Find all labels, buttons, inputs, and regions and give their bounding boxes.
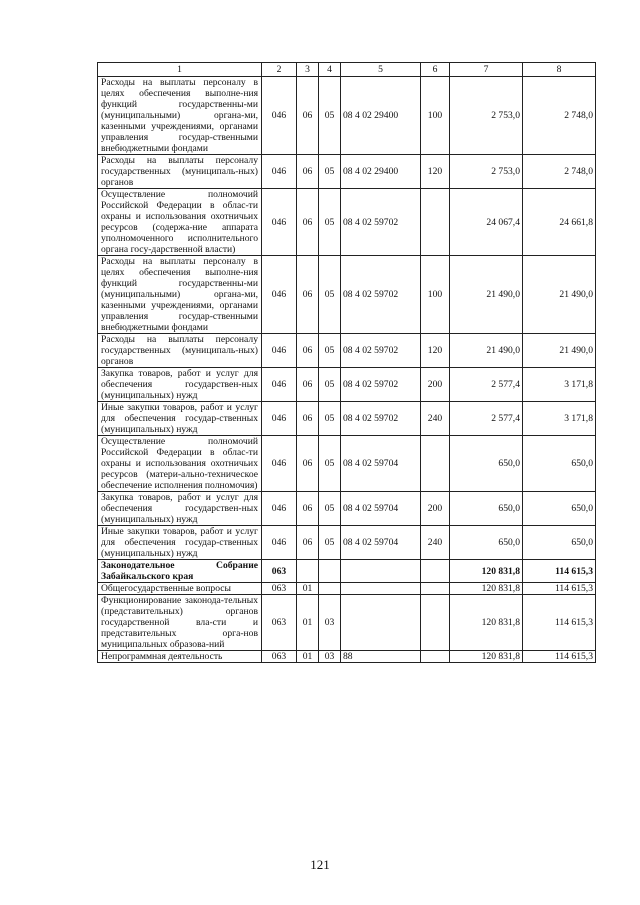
cell-amount-1: 2 577,4	[450, 368, 523, 402]
cell-target-article: 08 4 02 59702	[341, 189, 421, 256]
cell-name: Иные закупки товаров, работ и услуг для обеспечения государ-ственных (муниципальных) нужд	[98, 526, 262, 560]
cell-section: 06	[297, 492, 319, 526]
cell-expense-type	[421, 436, 450, 492]
cell-amount-2: 2 748,0	[523, 77, 596, 155]
cell-subsection: 05	[319, 189, 341, 256]
cell-section: 01	[297, 595, 319, 651]
table-row	[98, 189, 596, 256]
cell-expense-type: 120	[421, 334, 450, 368]
cell-subsection: 05	[319, 526, 341, 560]
cell-amount-1: 21 490,0	[450, 334, 523, 368]
cell-admin-code: 046	[262, 256, 297, 334]
cell-section: 06	[297, 256, 319, 334]
cell-amount-1: 120 831,8	[450, 560, 523, 583]
cell-amount-2: 650,0	[523, 492, 596, 526]
cell-target-article: 08 4 02 59702	[341, 256, 421, 334]
cell-target-article	[341, 583, 421, 595]
cell-amount-1: 2 753,0	[450, 77, 523, 155]
column-header: 7	[450, 63, 523, 77]
cell-name: Закупка товаров, работ и услуг для обеспечения государствен-ных (муниципальных) нужд	[98, 368, 262, 402]
cell-section: 06	[297, 526, 319, 560]
cell-amount-2: 650,0	[523, 526, 596, 560]
column-header: 3	[297, 63, 319, 77]
cell-subsection: 05	[319, 492, 341, 526]
cell-name: Расходы на выплаты персоналу в целях обеспечения выполне-ния функций государственны-ми (муниципальными) органа-ми, казенными учреждениями, органами управления государ-ственными внебюджетными фондами	[98, 77, 262, 155]
cell-amount-2: 114 615,3	[523, 560, 596, 583]
cell-target-article	[341, 560, 421, 583]
cell-subsection: 05	[319, 77, 341, 155]
cell-expense-type	[421, 560, 450, 583]
cell-section: 06	[297, 189, 319, 256]
column-header: 4	[319, 63, 341, 77]
cell-section: 01	[297, 651, 319, 663]
cell-name: Расходы на выплаты персоналу в целях обеспечения выполне-ния функций государственны-ми (муниципальными) органа-ми, казенными учреждениями, органами управления государ-ственными внебюджетными фондами	[98, 256, 262, 334]
cell-section: 06	[297, 77, 319, 155]
cell-name: Расходы на выплаты персоналу государственных (муниципаль-ных) органов	[98, 155, 262, 189]
cell-amount-2: 114 615,3	[523, 595, 596, 651]
cell-section: 06	[297, 155, 319, 189]
cell-subsection: 05	[319, 155, 341, 189]
cell-expense-type: 240	[421, 526, 450, 560]
table-row	[98, 368, 596, 402]
cell-admin-code: 063	[262, 583, 297, 595]
cell-name: Осуществление полномочий Российской Федерации в облас-ти охраны и использования охотничьих ресурсов (матери-ально-техническое обеспечение исполнения полномочия)	[98, 436, 262, 492]
cell-amount-2: 3 171,8	[523, 402, 596, 436]
cell-expense-type: 200	[421, 492, 450, 526]
cell-target-article	[341, 595, 421, 651]
cell-expense-type: 120	[421, 155, 450, 189]
cell-subsection	[319, 583, 341, 595]
cell-amount-1: 120 831,8	[450, 583, 523, 595]
cell-expense-type	[421, 583, 450, 595]
table-row	[98, 77, 596, 155]
cell-name: Иные закупки товаров, работ и услуг для обеспечения государ-ственных (муниципальных) нужд	[98, 402, 262, 436]
cell-section	[297, 560, 319, 583]
cell-section: 06	[297, 402, 319, 436]
table-row	[98, 492, 596, 526]
table-row	[98, 402, 596, 436]
cell-expense-type: 240	[421, 402, 450, 436]
column-header: 6	[421, 63, 450, 77]
cell-amount-2: 21 490,0	[523, 256, 596, 334]
cell-admin-code: 046	[262, 155, 297, 189]
cell-admin-code: 063	[262, 560, 297, 583]
cell-target-article: 08 4 02 59702	[341, 368, 421, 402]
cell-subsection: 05	[319, 256, 341, 334]
table-row	[98, 526, 596, 560]
cell-target-article: 08 4 02 29400	[341, 155, 421, 189]
cell-amount-1: 650,0	[450, 436, 523, 492]
header-row	[98, 63, 596, 77]
cell-admin-code: 046	[262, 368, 297, 402]
cell-target-article: 08 4 02 59704	[341, 492, 421, 526]
cell-expense-type	[421, 651, 450, 663]
cell-admin-code: 063	[262, 651, 297, 663]
cell-expense-type	[421, 595, 450, 651]
cell-target-article: 08 4 02 59704	[341, 526, 421, 560]
cell-name: Функционирование законода-тельных (представительных) органов государственной вла-сти и представительных орга-нов муниципальных образова-ний	[98, 595, 262, 651]
cell-name: Закупка товаров, работ и услуг для обеспечения государствен-ных (муниципальных) нужд	[98, 492, 262, 526]
cell-amount-1: 120 831,8	[450, 651, 523, 663]
table-row	[98, 256, 596, 334]
cell-amount-2: 3 171,8	[523, 368, 596, 402]
cell-expense-type	[421, 189, 450, 256]
table-body	[98, 77, 596, 663]
cell-name: Непрограммная деятельность	[98, 651, 262, 663]
cell-subsection: 03	[319, 595, 341, 651]
cell-name: Общегосударственные вопросы	[98, 583, 262, 595]
table-row	[98, 155, 596, 189]
cell-amount-2: 114 615,3	[523, 651, 596, 663]
cell-amount-2: 114 615,3	[523, 583, 596, 595]
cell-subsection: 05	[319, 436, 341, 492]
cell-name: Осуществление полномочий Российской Федерации в облас-ти охраны и использования охотничьих ресурсов (содержа-ние аппарата уполномоченного исполнительного органа госу-дарственной власти)	[98, 189, 262, 256]
cell-amount-2: 24 661,8	[523, 189, 596, 256]
column-header: 1	[98, 63, 262, 77]
cell-target-article: 08 4 02 59704	[341, 436, 421, 492]
table-row	[98, 560, 596, 583]
cell-admin-code: 046	[262, 492, 297, 526]
cell-admin-code: 046	[262, 436, 297, 492]
cell-section: 06	[297, 368, 319, 402]
cell-admin-code: 046	[262, 334, 297, 368]
cell-expense-type: 200	[421, 368, 450, 402]
column-header: 2	[262, 63, 297, 77]
cell-amount-1: 2 577,4	[450, 402, 523, 436]
cell-name: Законодательное Собрание Забайкальского края	[98, 560, 262, 583]
cell-subsection: 05	[319, 368, 341, 402]
cell-amount-2: 650,0	[523, 436, 596, 492]
column-header: 5	[341, 63, 421, 77]
budget-table	[97, 62, 596, 663]
cell-amount-2: 21 490,0	[523, 334, 596, 368]
cell-amount-1: 24 067,4	[450, 189, 523, 256]
cell-amount-1: 120 831,8	[450, 595, 523, 651]
table-row	[98, 595, 596, 651]
cell-admin-code: 046	[262, 402, 297, 436]
cell-subsection: 05	[319, 402, 341, 436]
cell-section: 01	[297, 583, 319, 595]
cell-section: 06	[297, 436, 319, 492]
table-row	[98, 334, 596, 368]
cell-subsection: 05	[319, 334, 341, 368]
cell-amount-1: 2 753,0	[450, 155, 523, 189]
cell-admin-code: 063	[262, 595, 297, 651]
cell-target-article: 08 4 02 59702	[341, 402, 421, 436]
cell-section: 06	[297, 334, 319, 368]
cell-amount-1: 21 490,0	[450, 256, 523, 334]
cell-admin-code: 046	[262, 189, 297, 256]
cell-target-article: 08 4 02 59702	[341, 334, 421, 368]
table-row	[98, 651, 596, 663]
page-number: 121	[310, 857, 330, 872]
cell-expense-type: 100	[421, 77, 450, 155]
table-row	[98, 436, 596, 492]
cell-amount-1: 650,0	[450, 492, 523, 526]
cell-target-article: 88	[341, 651, 421, 663]
cell-expense-type: 100	[421, 256, 450, 334]
table-row	[98, 583, 596, 595]
cell-name: Расходы на выплаты персоналу государственных (муниципаль-ных) органов	[98, 334, 262, 368]
cell-subsection	[319, 560, 341, 583]
cell-target-article: 08 4 02 29400	[341, 77, 421, 155]
cell-amount-2: 2 748,0	[523, 155, 596, 189]
cell-admin-code: 046	[262, 77, 297, 155]
column-header: 8	[523, 63, 596, 77]
cell-admin-code: 046	[262, 526, 297, 560]
cell-amount-1: 650,0	[450, 526, 523, 560]
cell-subsection: 03	[319, 651, 341, 663]
